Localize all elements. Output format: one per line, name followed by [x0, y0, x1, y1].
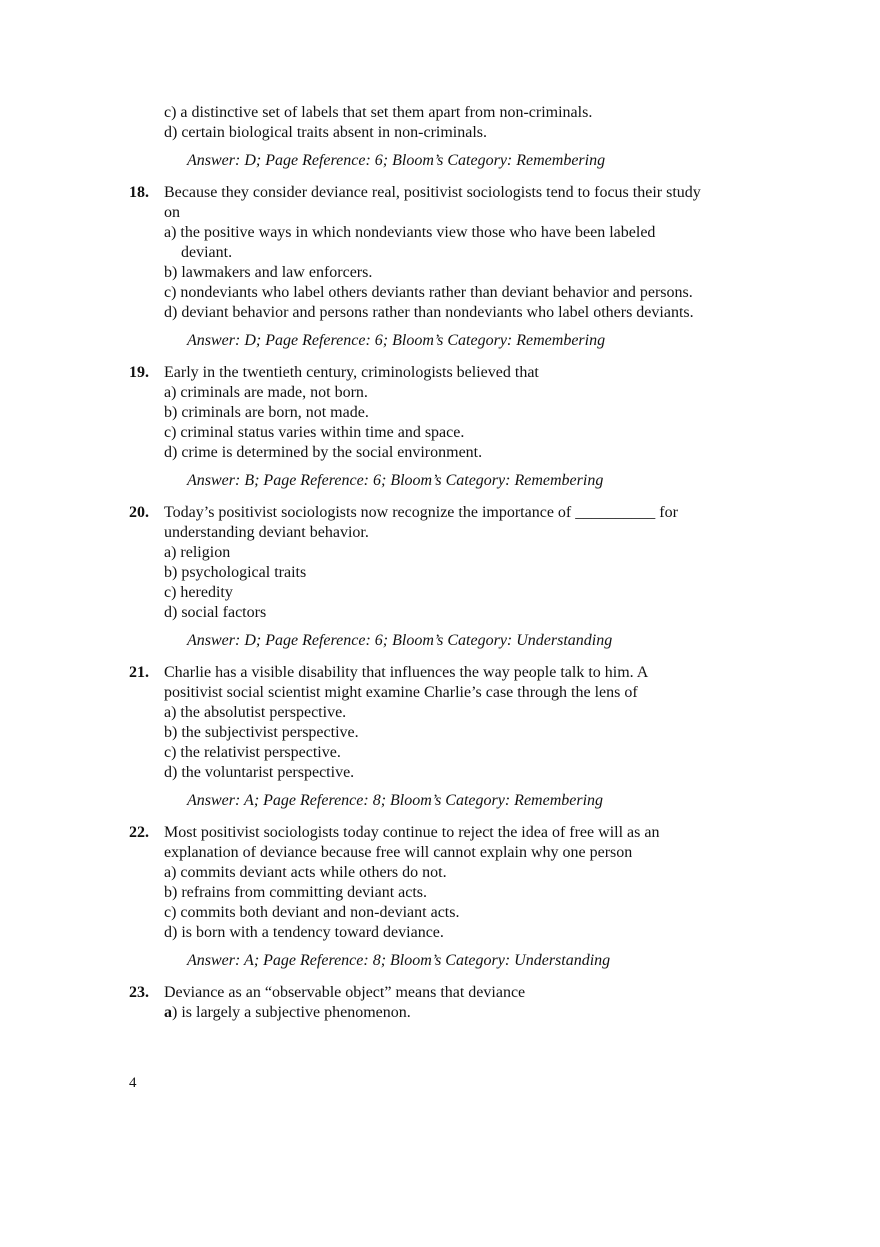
- option-a: a) religion: [164, 544, 231, 561]
- question-number: 20.: [129, 504, 149, 521]
- question-number: 21.: [129, 664, 149, 681]
- option-c: c) criminal status varies within time and space.: [164, 424, 465, 441]
- option-a: a) criminals are made, not born.: [164, 384, 368, 401]
- question-number: 18.: [129, 184, 149, 201]
- option-b: b) the subjectivist perspective.: [164, 724, 359, 741]
- option-a: a) the absolutist perspective.: [164, 704, 347, 721]
- question-stem: understanding deviant behavior.: [164, 524, 369, 541]
- option-text: ) is largely a subjective phenomenon.: [172, 1004, 411, 1021]
- answer-key: Answer: B; Page Reference: 6; Bloom’s Category: Remembering: [187, 472, 604, 489]
- option-b: b) psychological traits: [164, 564, 307, 581]
- answer-key: Answer: A; Page Reference: 8; Bloom’s Category: Remembering: [187, 792, 604, 809]
- option-d: d) crime is determined by the social environment.: [164, 444, 483, 461]
- question-stem: Early in the twentieth century, criminologists believed that: [164, 364, 539, 381]
- option-a-continued: deviant.: [181, 244, 233, 261]
- question-stem: on: [164, 204, 180, 221]
- question-stem: Today’s positivist sociologists now recognize the importance of __________ for: [164, 504, 678, 521]
- question-number: 19.: [129, 364, 149, 381]
- option-d: d) deviant behavior and persons rather than nondeviants who label others deviants.: [164, 304, 694, 321]
- option-d: d) certain biological traits absent in non-criminals.: [164, 124, 488, 141]
- question-stem: explanation of deviance because free will cannot explain why one person: [164, 844, 633, 861]
- question-number: 22.: [129, 824, 149, 841]
- answer-key: Answer: A; Page Reference: 8; Bloom’s Category: Understanding: [187, 952, 611, 969]
- question-number: 23.: [129, 984, 149, 1001]
- option-c: c) commits both deviant and non-deviant acts.: [164, 904, 460, 921]
- option-c: c) heredity: [164, 584, 233, 601]
- option-a: [164, 1003, 411, 1023]
- option-b: b) lawmakers and law enforcers.: [164, 264, 373, 281]
- option-a: a) the positive ways in which nondeviants view those who have been labeled: [164, 224, 656, 241]
- question-stem: Deviance as an “observable object” means that deviance: [164, 984, 526, 1001]
- option-b: b) criminals are born, not made.: [164, 404, 369, 421]
- page-number: 4: [129, 1075, 137, 1091]
- option-a: a) commits deviant acts while others do not.: [164, 864, 447, 881]
- answer-key: Answer: D; Page Reference: 6; Bloom’s Category: Remembering: [187, 332, 606, 349]
- question-stem: Most positivist sociologists today continue to reject the idea of free will as an: [164, 824, 660, 841]
- answer-key: Answer: D; Page Reference: 6; Bloom’s Category: Understanding: [187, 632, 613, 649]
- option-d: d) social factors: [164, 604, 267, 621]
- option-d: d) the voluntarist perspective.: [164, 764, 355, 781]
- option-d: d) is born with a tendency toward deviance.: [164, 924, 444, 941]
- option-c: c) a distinctive set of labels that set them apart from non-criminals.: [164, 104, 593, 121]
- option-b: b) refrains from committing deviant acts.: [164, 884, 428, 901]
- question-stem: positivist social scientist might examine Charlie’s case through the lens of: [164, 684, 638, 701]
- option-c: c) nondeviants who label others deviants rather than deviant behavior and persons.: [164, 284, 693, 301]
- question-stem: Charlie has a visible disability that influences the way people talk to him. A: [164, 664, 649, 681]
- option-letter: a: [164, 1004, 172, 1021]
- question-stem: Because they consider deviance real, positivist sociologists tend to focus their study: [164, 184, 701, 201]
- answer-key: Answer: D; Page Reference: 6; Bloom’s Category: Remembering: [187, 152, 606, 169]
- option-c: c) the relativist perspective.: [164, 744, 341, 761]
